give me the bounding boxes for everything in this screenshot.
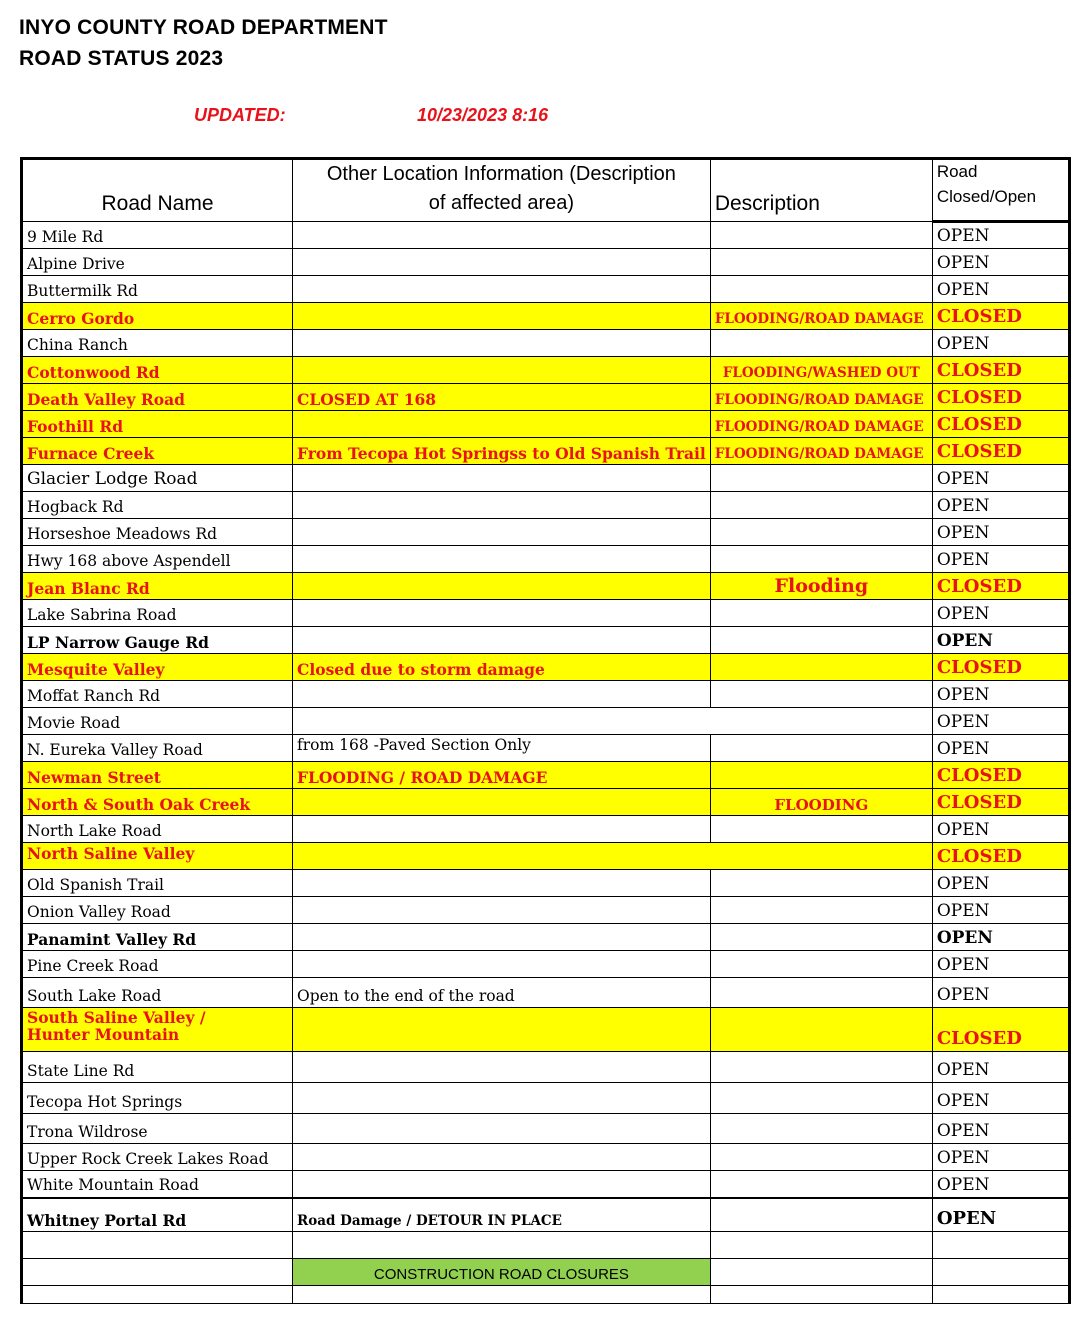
status-cell: OPEN — [932, 600, 1069, 627]
table-row — [22, 924, 1070, 951]
table-row-closed — [22, 654, 1070, 681]
description-cell — [710, 276, 932, 303]
description-cell: FLOODING/ROAD DAMAGE — [710, 384, 932, 411]
table-row — [22, 897, 1070, 924]
description-cell — [710, 681, 932, 708]
other-location-cell — [293, 222, 711, 249]
other-location-cell — [293, 816, 711, 843]
updated-timestamp: 10/23/2023 8:16 — [417, 105, 549, 125]
status-cell: OPEN — [932, 708, 1069, 735]
table-row-empty — [22, 1286, 1070, 1304]
other-location-cell — [293, 492, 711, 519]
status-cell: OPEN — [932, 735, 1069, 762]
status-cell: OPEN — [932, 465, 1069, 492]
table-row — [22, 681, 1070, 708]
status-cell: OPEN — [932, 897, 1069, 924]
description-cell — [710, 249, 932, 276]
description-cell: FLOODING/WASHED OUT — [710, 357, 932, 384]
description-cell — [710, 519, 932, 546]
road-name-cell: Old Spanish Trail — [22, 870, 293, 897]
road-name-cell: Horseshoe Meadows Rd — [22, 519, 293, 546]
description-cell — [710, 222, 932, 249]
road-name-cell: Whitney Portal Rd — [22, 1198, 293, 1232]
road-name-cell: Hogback Rd — [22, 492, 293, 519]
status-cell: CLOSED — [932, 411, 1069, 438]
status-cell: CLOSED — [932, 789, 1069, 816]
road-name-cell: Pine Creek Road — [22, 951, 293, 978]
description-cell — [710, 1198, 932, 1232]
table-row-closed — [22, 573, 1070, 600]
table-row-closed — [22, 762, 1070, 789]
road-name-cell: Foothill Rd — [22, 411, 293, 438]
status-cell: OPEN — [932, 1144, 1069, 1171]
description-cell — [710, 330, 932, 357]
status-cell: OPEN — [932, 276, 1069, 303]
column-header-status-line1: Road — [936, 162, 978, 181]
other-location-cell: CLOSED AT 168 — [293, 384, 711, 411]
status-cell: OPEN — [932, 870, 1069, 897]
other-location-cell — [293, 789, 711, 816]
status-cell: OPEN — [932, 924, 1069, 951]
description-cell: FLOODING/ROAD DAMAGE — [710, 411, 932, 438]
column-header-other-location — [293, 159, 711, 222]
table-row-closed — [22, 411, 1070, 438]
table-row — [22, 816, 1070, 843]
table-row-empty — [22, 1232, 1070, 1259]
empty-cell — [710, 1259, 932, 1286]
table-row — [22, 330, 1070, 357]
other-location-cell — [293, 573, 711, 600]
description-cell — [710, 978, 932, 1008]
status-cell: CLOSED — [932, 654, 1069, 681]
other-location-cell: From Tecopa Hot Springss to Old Spanish Trail — [293, 438, 711, 465]
status-cell: OPEN — [932, 492, 1069, 519]
other-location-cell — [293, 1008, 711, 1052]
description-cell — [710, 492, 932, 519]
status-cell: CLOSED — [932, 438, 1069, 465]
status-cell: OPEN — [932, 519, 1069, 546]
table-row — [22, 519, 1070, 546]
other-location-cell — [293, 1052, 711, 1083]
other-location-cell — [293, 924, 711, 951]
table-row — [22, 492, 1070, 519]
road-name-cell: Trona Wildrose — [22, 1114, 293, 1144]
road-name-cell: North & South Oak Creek — [22, 789, 293, 816]
construction-road-closures-heading: CONSTRUCTION ROAD CLOSURES — [293, 1259, 711, 1286]
description-cell — [710, 465, 932, 492]
road-name-line2: Hunter Mountain — [27, 1025, 180, 1045]
construction-row — [22, 1259, 1070, 1286]
empty-cell — [293, 1286, 711, 1304]
other-location-cell — [293, 1144, 711, 1171]
other-location-cell — [293, 249, 711, 276]
other-location-cell — [293, 843, 933, 870]
road-name-cell — [22, 1008, 293, 1052]
empty-cell — [710, 1232, 932, 1259]
road-name-cell: China Ranch — [22, 330, 293, 357]
road-name-cell: Cottonwood Rd — [22, 357, 293, 384]
road-name-cell: Furnace Creek — [22, 438, 293, 465]
column-header-other-location-line1: Other Location Information (Description — [326, 163, 676, 185]
description-cell: FLOODING/ROAD DAMAGE — [710, 303, 932, 330]
table-row-closed — [22, 1008, 1070, 1052]
road-name-cell: North Saline Valley — [22, 843, 293, 870]
other-location-cell — [293, 951, 711, 978]
status-cell: OPEN — [932, 816, 1069, 843]
road-name-cell: Movie Road — [22, 708, 293, 735]
other-location-cell — [293, 1083, 711, 1114]
road-name-cell: South Lake Road — [22, 978, 293, 1008]
empty-cell — [22, 1232, 293, 1259]
other-location-cell: Road Damage / DETOUR IN PLACE — [293, 1198, 711, 1232]
table-row — [22, 735, 1070, 762]
description-cell — [710, 951, 932, 978]
road-name-cell: Cerro Gordo — [22, 303, 293, 330]
column-header-description: Description — [710, 159, 932, 222]
road-name-cell: Jean Blanc Rd — [22, 573, 293, 600]
other-location-cell — [293, 681, 711, 708]
column-header-status — [932, 159, 1069, 222]
table-header-row — [22, 159, 1070, 222]
description-cell: FLOODING/ROAD DAMAGE — [710, 438, 932, 465]
road-name-cell: State Line Rd — [22, 1052, 293, 1083]
status-cell: CLOSED — [932, 384, 1069, 411]
description-cell — [710, 924, 932, 951]
description-cell — [710, 816, 932, 843]
table-row — [22, 708, 1070, 735]
status-cell: OPEN — [932, 1198, 1069, 1232]
table-row — [22, 465, 1070, 492]
other-location-cell — [293, 519, 711, 546]
description-cell — [710, 1008, 932, 1052]
description-cell — [710, 1083, 932, 1114]
status-cell: CLOSED — [932, 303, 1069, 330]
status-cell: OPEN — [932, 681, 1069, 708]
table-row — [22, 978, 1070, 1008]
empty-cell — [293, 1232, 711, 1259]
empty-cell — [22, 1286, 293, 1304]
other-location-cell — [293, 357, 711, 384]
road-name-cell: Onion Valley Road — [22, 897, 293, 924]
other-location-cell — [293, 708, 933, 735]
table-row — [22, 1144, 1070, 1171]
table-row — [22, 951, 1070, 978]
other-location-cell — [293, 627, 711, 654]
status-cell: OPEN — [932, 330, 1069, 357]
description-cell — [710, 735, 932, 762]
description-cell — [710, 654, 932, 681]
table-row-closed — [22, 789, 1070, 816]
table-row — [22, 600, 1070, 627]
road-name-cell: Lake Sabrina Road — [22, 600, 293, 627]
road-name-cell: 9 Mile Rd — [22, 222, 293, 249]
table-row — [22, 222, 1070, 249]
page-subtitle: ROAD STATUS 2023 — [19, 47, 224, 70]
road-name-cell: North Lake Road — [22, 816, 293, 843]
other-location-cell — [293, 411, 711, 438]
road-name-line1: South Saline Valley / — [27, 1008, 206, 1027]
road-name-cell: Panamint Valley Rd — [22, 924, 293, 951]
other-location-cell — [293, 1114, 711, 1144]
road-name-cell: Alpine Drive — [22, 249, 293, 276]
road-name-cell: Hwy 168 above Aspendell — [22, 546, 293, 573]
road-name-cell: LP Narrow Gauge Rd — [22, 627, 293, 654]
table-row-closed — [22, 384, 1070, 411]
road-name-cell: Newman Street — [22, 762, 293, 789]
table-row — [22, 1114, 1070, 1144]
status-cell: OPEN — [932, 1114, 1069, 1144]
road-name-cell: Glacier Lodge Road — [22, 465, 293, 492]
table-row — [22, 1171, 1070, 1198]
table-row — [22, 1083, 1070, 1114]
table-row — [22, 276, 1070, 303]
road-name-cell: Tecopa Hot Springs — [22, 1083, 293, 1114]
status-cell: OPEN — [932, 627, 1069, 654]
empty-cell — [932, 1259, 1069, 1286]
other-location-cell — [293, 897, 711, 924]
road-name-cell: Mesquite Valley — [22, 654, 293, 681]
status-cell: OPEN — [932, 222, 1069, 249]
table-row — [22, 1198, 1070, 1232]
status-cell: OPEN — [932, 1052, 1069, 1083]
status-cell: OPEN — [932, 249, 1069, 276]
table-row — [22, 870, 1070, 897]
status-cell: OPEN — [932, 546, 1069, 573]
description-cell — [710, 1052, 932, 1083]
status-cell: CLOSED — [932, 762, 1069, 789]
description-cell — [710, 762, 932, 789]
road-status-table — [20, 157, 1071, 1304]
other-location-cell — [293, 870, 711, 897]
empty-cell — [22, 1259, 293, 1286]
description-cell — [710, 546, 932, 573]
other-location-cell — [293, 303, 711, 330]
table-row-closed — [22, 843, 1070, 870]
empty-cell — [932, 1286, 1069, 1304]
table-row — [22, 1052, 1070, 1083]
other-location-cell: Closed due to storm damage — [293, 654, 711, 681]
status-cell: CLOSED — [932, 1008, 1069, 1052]
empty-cell — [932, 1232, 1069, 1259]
description-cell: Flooding — [710, 573, 932, 600]
status-cell: CLOSED — [932, 357, 1069, 384]
table-row — [22, 546, 1070, 573]
column-header-status-line2: Closed/Open — [936, 186, 1037, 206]
other-location-cell: from 168 -Paved Section Only — [293, 735, 711, 762]
description-cell — [710, 1171, 932, 1198]
description-cell — [710, 897, 932, 924]
other-location-cell: Open to the end of the road — [293, 978, 711, 1008]
other-location-cell — [293, 330, 711, 357]
description-cell — [710, 1144, 932, 1171]
table-row — [22, 627, 1070, 654]
description-cell: FLOODING — [710, 789, 932, 816]
road-name-cell: Death Valley Road — [22, 384, 293, 411]
road-name-cell: N. Eureka Valley Road — [22, 735, 293, 762]
page-title: INYO COUNTY ROAD DEPARTMENT — [19, 16, 388, 39]
road-name-cell: White Mountain Road — [22, 1171, 293, 1198]
column-header-road-name: Road Name — [22, 159, 293, 222]
status-cell: OPEN — [932, 951, 1069, 978]
table-row-closed — [22, 357, 1070, 384]
description-cell — [710, 600, 932, 627]
other-location-cell — [293, 465, 711, 492]
column-header-other-location-line2: of affected area) — [428, 192, 575, 214]
other-location-cell: FLOODING / ROAD DAMAGE — [293, 762, 711, 789]
empty-cell — [710, 1286, 932, 1304]
other-location-cell — [293, 600, 711, 627]
road-name-cell: Moffat Ranch Rd — [22, 681, 293, 708]
status-cell: CLOSED — [932, 843, 1069, 870]
status-cell: OPEN — [932, 978, 1069, 1008]
table-row-closed — [22, 438, 1070, 465]
description-cell — [710, 627, 932, 654]
description-cell — [710, 870, 932, 897]
other-location-cell — [293, 276, 711, 303]
status-cell: OPEN — [932, 1171, 1069, 1198]
status-cell: CLOSED — [932, 573, 1069, 600]
status-cell: OPEN — [932, 1083, 1069, 1114]
other-location-cell — [293, 1171, 711, 1198]
updated-label: UPDATED: — [194, 105, 286, 125]
description-cell — [710, 1114, 932, 1144]
road-name-cell: Buttermilk Rd — [22, 276, 293, 303]
road-name-cell: Upper Rock Creek Lakes Road — [22, 1144, 293, 1171]
table-row — [22, 249, 1070, 276]
other-location-cell — [293, 546, 711, 573]
table-row-closed — [22, 303, 1070, 330]
